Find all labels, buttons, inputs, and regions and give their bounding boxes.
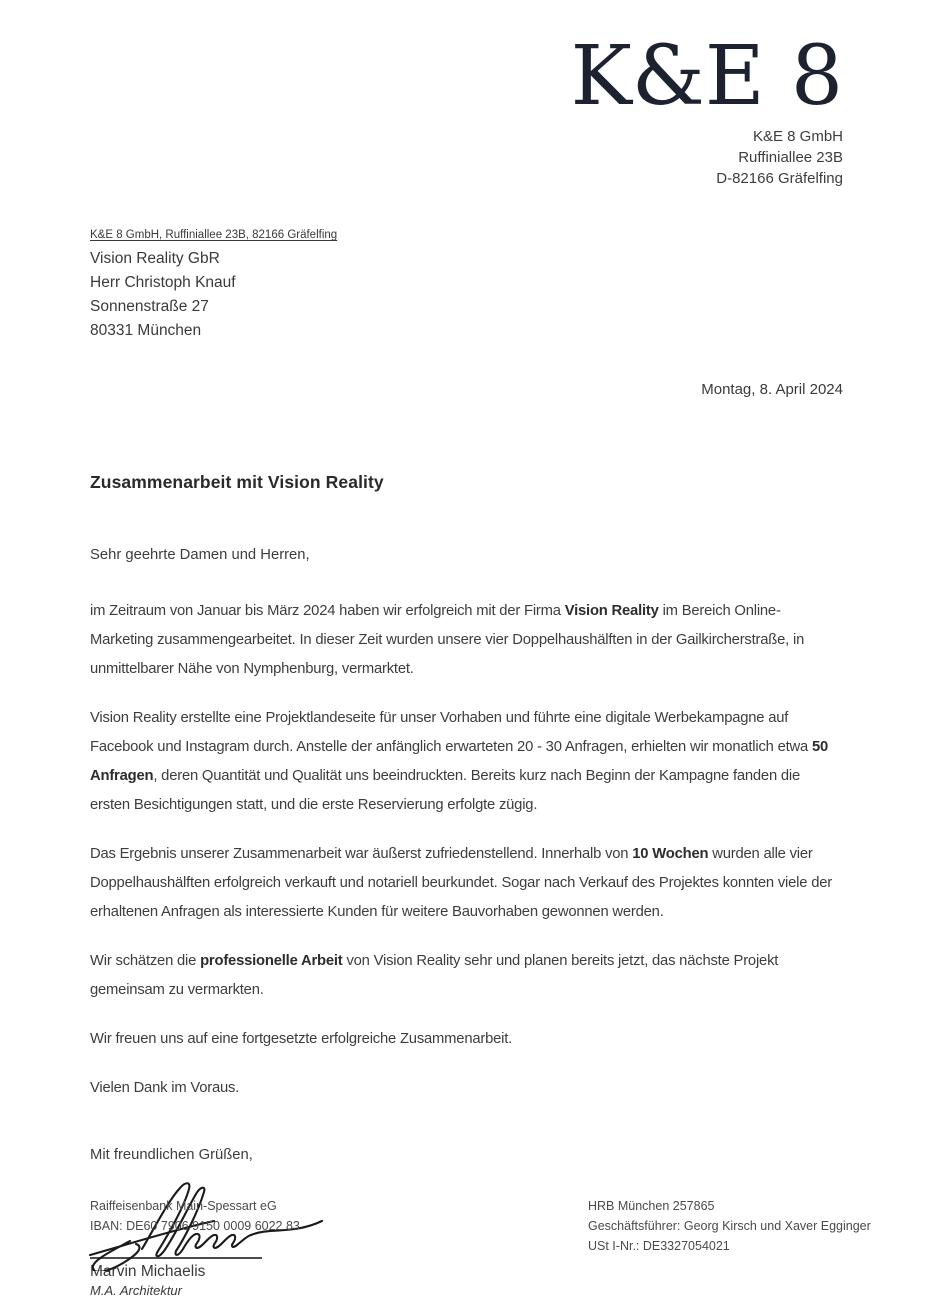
footer-hrb: HRB München 257865 (588, 1199, 715, 1213)
recipient-street: Sonnenstraße 27 (90, 298, 209, 316)
letterhead-city: D-82166 Gräfelfing (716, 170, 843, 188)
paragraph-2-text: Vision Reality erstellte eine Projektlandeseite für unser Vorhaben und führte eine digitale Werbekampagne auf Facebook und Instagram durch. Anstelle der anfänglich erwarteten 20 - 30 Anfragen, erhielten wir monatlich etwa (90, 710, 812, 756)
recipient-address (90, 247, 843, 343)
paragraph-3 (90, 840, 843, 927)
footer-bank-details (90, 1196, 300, 1236)
footer-iban: IBAN: DE60 7906 9150 0009 6022 83 (90, 1219, 300, 1233)
paragraph-4-text-cont: von Vision Reality sehr und planen bereits jetzt, das nächste Projekt gemeinsam zu vermarkten. (90, 953, 779, 999)
letter-date: Montag, 8. April 2024 (701, 381, 843, 399)
subject-line: Zusammenarbeit mit Vision Reality (90, 472, 384, 493)
company-logo: K&E 8 (570, 29, 843, 124)
paragraph-3-bold: 10 Wochen (632, 846, 709, 863)
paragraph-5: Wir freuen uns auf eine fortgesetzte erfolgreiche Zusammenarbeit. (90, 1031, 513, 1048)
letterhead-street: Ruffiniallee 23B (738, 149, 843, 167)
paragraph-1-text-cont: im Bereich Online-Marketing zusammengearbeitet. In dieser Zeit wurden unsere vier Doppelhaushälften in der Gailkircherstraße, in unmittelbarer Nähe von Nymphenburg, vermarktet. (90, 603, 805, 678)
footer-bank-name: Raiffeisenbank Main-Spessart eG (90, 1199, 277, 1213)
paragraph-6: Vielen Dank im Voraus. (90, 1080, 240, 1097)
recipient-city: 80331 München (90, 322, 202, 340)
recipient-company: Vision Reality GbR (90, 250, 220, 268)
letterhead-company-name: K&E 8 GmbH (752, 128, 843, 146)
paragraph-1-bold: Vision Reality (564, 603, 659, 620)
letterhead-address (90, 126, 843, 189)
paragraph-4-text: Wir schätzen die (90, 953, 201, 970)
letterhead (90, 29, 843, 189)
signer-title: M.A. Architektur (90, 1283, 182, 1299)
paragraph-2 (90, 704, 843, 820)
paragraph-1-text: im Zeitraum von Januar bis März 2024 haben wir erfolgreich mit der Firma (90, 603, 565, 620)
footer-legal-details (588, 1196, 871, 1256)
closing-formula: Mit freundlichen Grüßen, (90, 1147, 253, 1164)
letter-body (90, 597, 843, 1103)
paragraph-4 (90, 947, 843, 1005)
paragraph-4-bold: professionelle Arbeit (200, 953, 343, 970)
signer-name: Marvin Michaelis (90, 1263, 206, 1281)
footer-managing-directors: Geschäftsführer: Georg Kirsch und Xaver Egginger (588, 1219, 871, 1233)
salutation: Sehr geehrte Damen und Herren, (90, 547, 310, 564)
recipient-contact: Herr Christoph Knauf (90, 274, 236, 292)
paragraph-2-text-cont: , deren Quantität und Qualität uns beeindruckten. Bereits kurz nach Beginn der Kampagne fanden die ersten Besichtigungen statt, und die erste Reservierung erfolgte zügig. (90, 768, 801, 814)
sender-return-address: K&E 8 GmbH, Ruffiniallee 23B, 82166 Gräfelfing (90, 229, 338, 242)
paragraph-3-text-cont: wurden alle vier Doppelhaushälften erfolgreich verkauft und notariell beurkundet. Sogar nach Verkauf des Projektes konnten viele der erhaltenen Anfragen als interessierte Kunden für weitere Bauvorhaben gewonnen werden. (90, 846, 832, 921)
footer-vat-id: USt I-Nr.: DE3327054021 (588, 1239, 730, 1253)
paragraph-2-bold: 50 Anfragen (90, 739, 829, 785)
paragraph-1 (90, 597, 843, 684)
paragraph-3-text: Das Ergebnis unserer Zusammenarbeit war äußerst zufriedenstellend. Innerhalb von (90, 846, 633, 863)
